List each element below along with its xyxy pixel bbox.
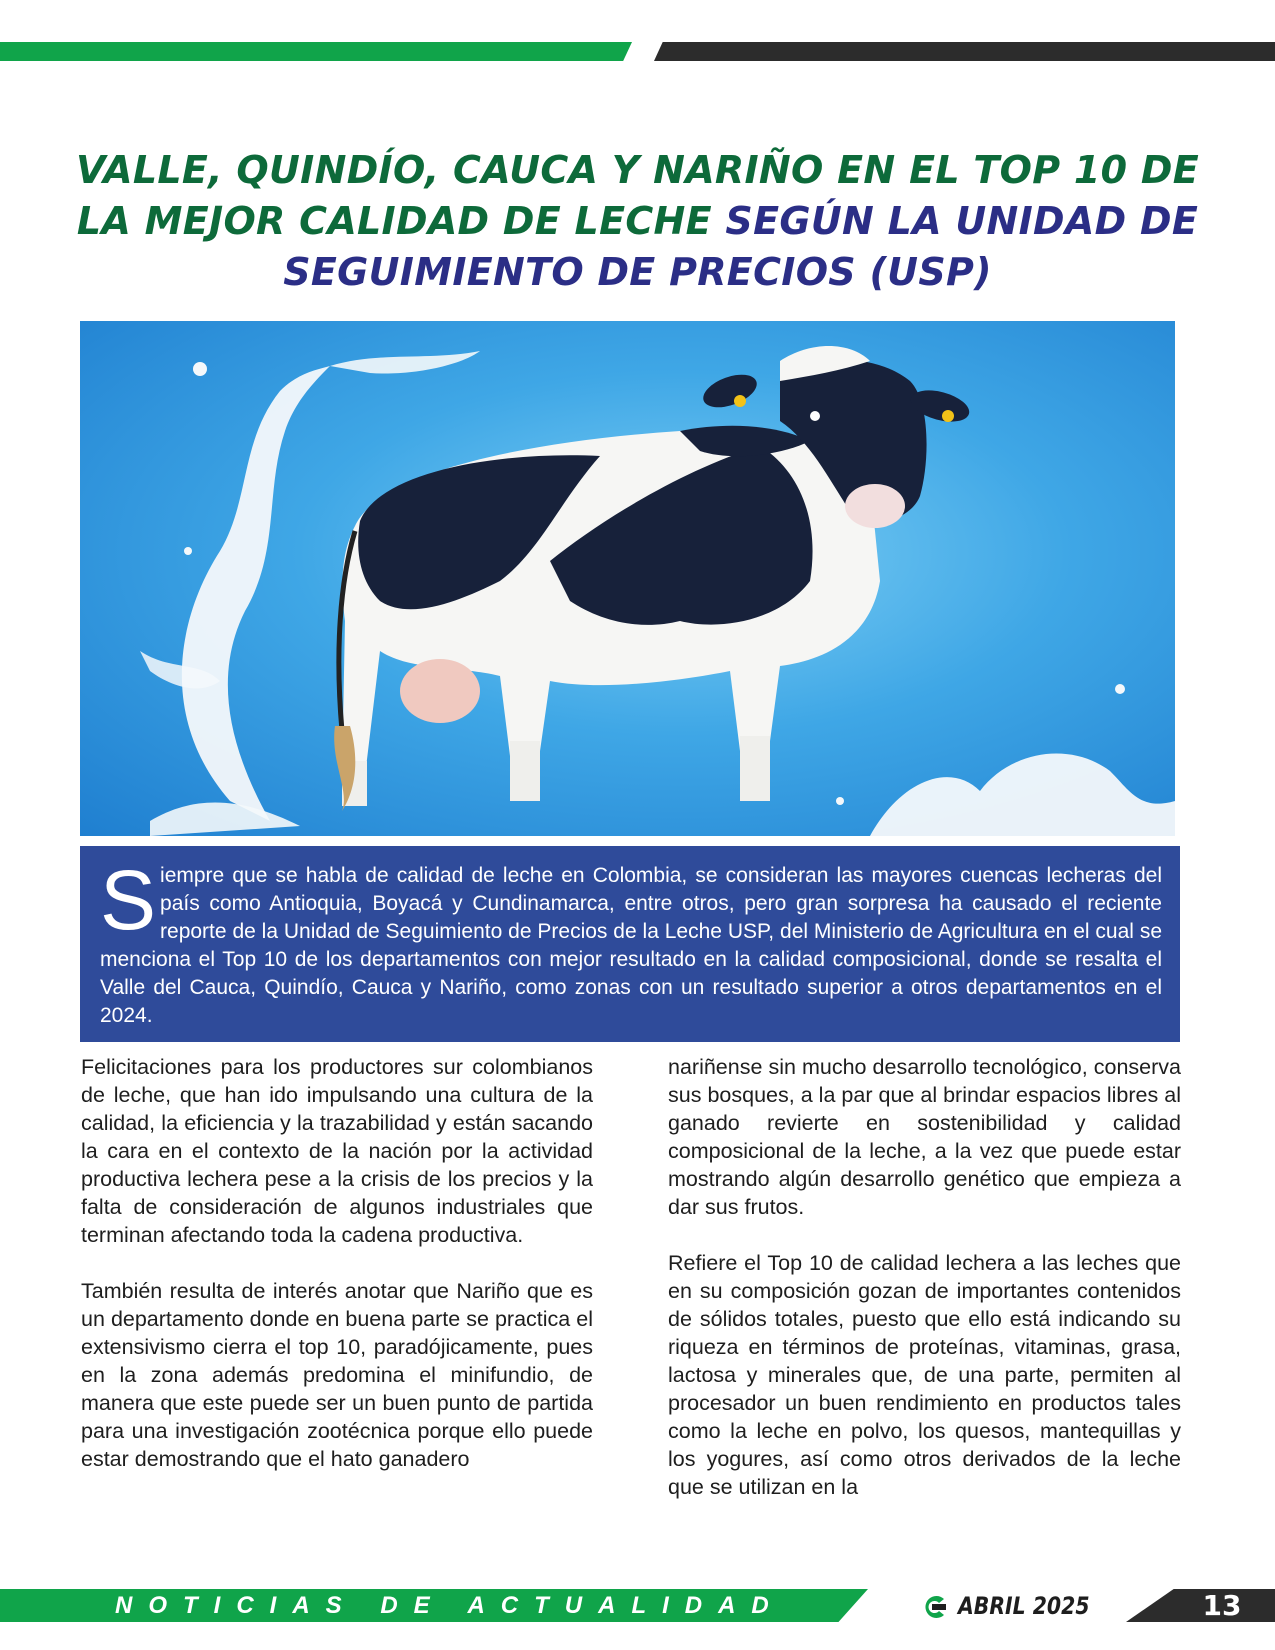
intro-box [80, 846, 1180, 1042]
title-blue-part: SEGÚN LA UNIDAD DE SEGUIMIENTO DE PRECIOS (USP) [283, 199, 1199, 294]
body-paragraph: Refiere el Top 10 de calidad lechera a las leches que en su composición gozan de importantes contenidos de sólidos totales, puesto que ello está indicando su riqueza en términos de proteínas, vitaminas, grasa, lactosa y minerales que, de una parte, permiten al procesador un buen rendimiento en productos tales como la leche en polvo, los quesos, mantequillas y los yogures, así como otros derivados de la leche que se utilizan en la [668, 1251, 1181, 1499]
article-title [60, 145, 1215, 298]
top-bar-dark [654, 42, 1275, 61]
body-paragraph: También resulta de interés anotar que Nariño que es un departamento donde en buena parte se practica el extensivismo cierra el top 10, paradójicamente, pues en la zona además predomina el minifundio, de manera que este puede ser un buen punto de partida para una investigación zootécnica porque ello puede estar demostrando que el hato ganadero [81, 1279, 593, 1471]
drop-cap: S [100, 853, 157, 947]
body-column-right [668, 1053, 1181, 1529]
title-green-part: VALLE, QUINDÍO, CAUCA Y NARIÑO EN EL TOP 10 DE LA MEJOR CALIDAD DE LECHE [76, 148, 1199, 243]
body-paragraph: nariñense sin mucho desarrollo tecnológico, conserva sus bosques, a la par que al brindar espacios libres al ganado revierte en sostenibilidad y calidad composicional de la leche, a la vez que puede estar mostrando algún desarrollo genético que empieza a dar sus frutos. [668, 1055, 1181, 1219]
page-number: 13 [1202, 1589, 1242, 1622]
footer-section-label: NOTICIAS DE ACTUALIDAD [115, 1592, 785, 1619]
contexto-ganadero-logo-icon [920, 1593, 948, 1621]
hero-image-cow-milk-splash [80, 321, 1175, 836]
intro-text: iempre que se habla de calidad de leche en Colombia, se consideran las mayores cuencas lecheras del país como Antioquia, Boyacá y Cundinamarca, entre otros, pero gran sorpresa ha causado el reciente reporte de la Unidad de Seguimiento de Precios de la Leche USP, del Ministerio de Agricultura en el cual se menciona el Top 10 de los departamentos con mejor resultado en la calidad composicional, donde se resalta el Valle del Cauca, Quindío, Cauca y Nariño, como zonas con un resultado superior a otros departamentos en el 2024. [100, 864, 1162, 1027]
top-bar-green [0, 42, 632, 61]
body-column-left [81, 1053, 593, 1501]
footer-date: ABRIL 2025 [958, 1592, 1090, 1620]
cow-illustration [80, 321, 1175, 836]
body-paragraph: Felicitaciones para los productores sur colombianos de leche, que han ido impulsando una cultura de la calidad, la eficiencia y la trazabilidad y están sacando la cara en el contexto de la nación por la actividad productiva lechera pese a la crisis de los precios y la falta de consideración de algunos industriales que terminan afectando toda la cadena productiva. [81, 1055, 593, 1247]
